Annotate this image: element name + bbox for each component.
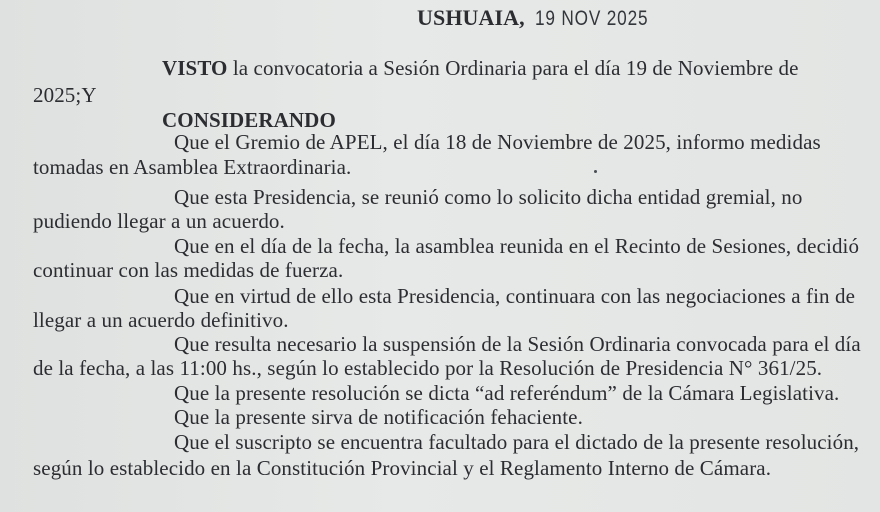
paragraph-1-line-2: tomadas en Asamblea Extraordinaria. xyxy=(33,155,352,179)
date-stamp: 19 NOV 2025 xyxy=(534,7,649,30)
paragraph-3-line-2: continuar con las medidas de fuerza. xyxy=(33,258,344,282)
document-header xyxy=(417,6,673,31)
header-city: USHUAIA, xyxy=(417,5,525,30)
paragraph-2-line-2: pudiendo llegar a un acuerdo. xyxy=(33,209,285,233)
paragraph-1-line-1: Que el Gremio de APEL, el día 18 de Noviembre de 2025, informo medidas xyxy=(174,130,821,154)
paragraph-3-line-1: Que en el día de la fecha, la asamblea reunida en el Recinto de Sesiones, decidió xyxy=(174,234,860,258)
paragraph-5-line-2: de la fecha, a las 11:00 hs., según lo establecido por la Resolución de Presidencia N° 361/25. xyxy=(33,356,823,380)
visto-line xyxy=(162,56,799,80)
visto-keyword: VISTO xyxy=(162,56,228,80)
paragraph-4-line-2: llegar a un acuerdo definitivo. xyxy=(33,308,289,332)
paragraph-8-line-2: según lo establecido en la Constitución Provincial y el Reglamento Interno de Cámara. xyxy=(33,456,772,480)
paragraph-4-line-1: Que en virtud de ello esta Presidencia, continuara con las negociaciones a fin de xyxy=(174,284,856,308)
paragraph-2-line-1: Que esta Presidencia, se reunió como lo solicito dicha entidad gremial, no xyxy=(174,185,803,209)
visto-continuation: 2025;Y xyxy=(33,83,97,107)
visto-text: la convocatoria a Sesión Ordinaria para el día 19 de Noviembre de xyxy=(227,56,799,80)
paper-speck xyxy=(594,170,597,173)
considerando-heading: CONSIDERANDO xyxy=(162,108,336,132)
paragraph-7: Que la presente sirva de notificación fehaciente. xyxy=(174,405,583,429)
paragraph-6: Que la presente resolución se dicta “ad referéndum” de la Cámara Legislativa. xyxy=(174,381,840,405)
paragraph-5-line-1: Que resulta necesario la suspensión de la Sesión Ordinaria convocada para el día xyxy=(174,332,861,356)
paragraph-8-line-1: Que el suscripto se encuentra facultado para el dictado de la presente resolución, xyxy=(174,430,860,454)
